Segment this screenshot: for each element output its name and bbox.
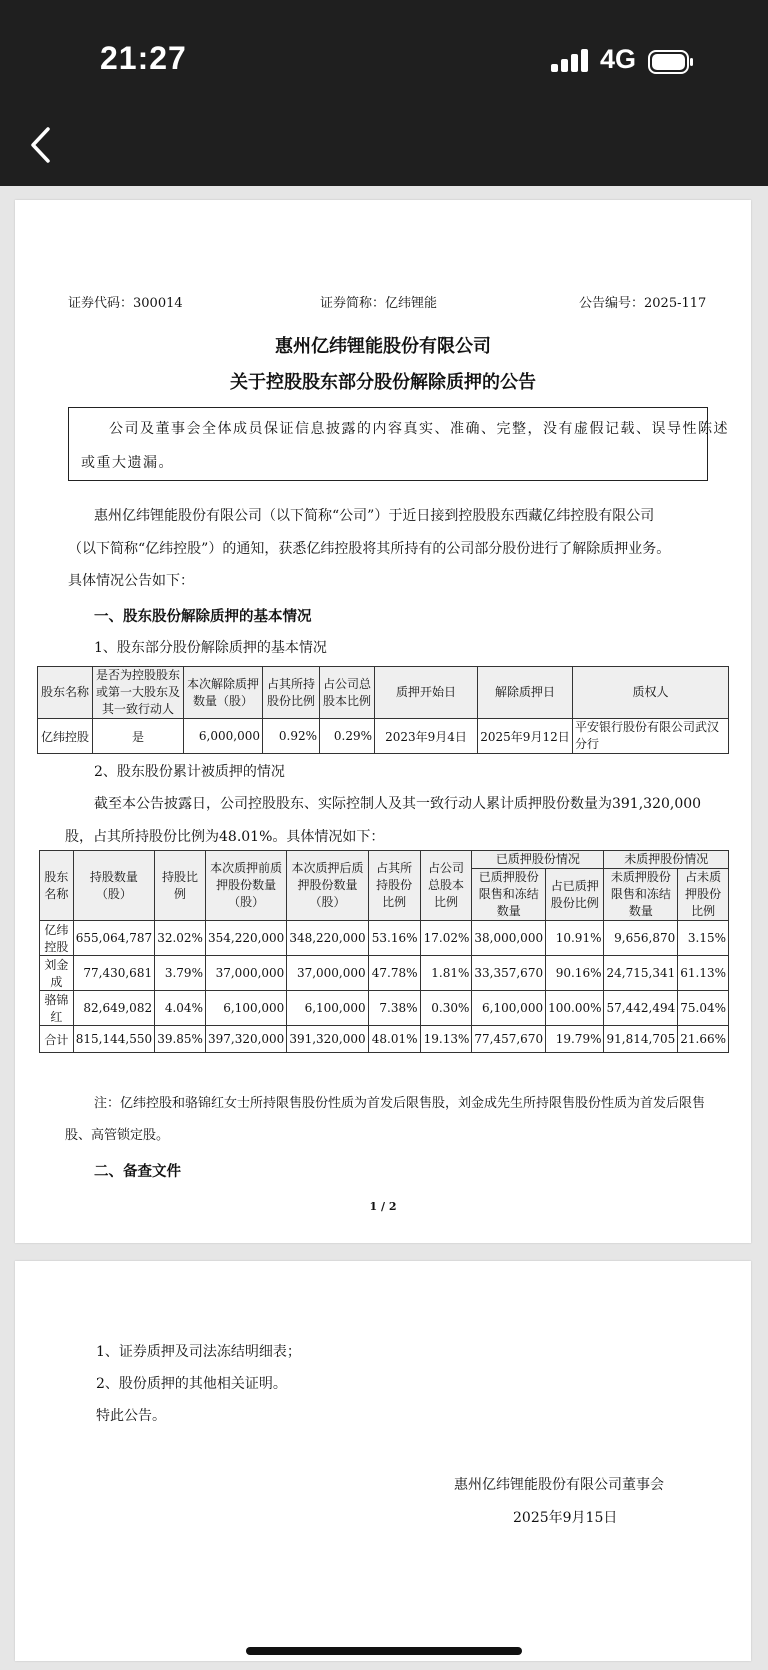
- table-cell: 37,000,000: [287, 956, 368, 991]
- table-header: 占其所持股份比例: [263, 667, 320, 719]
- table-cell: 0.30%: [420, 991, 472, 1026]
- table-header: 占已质押股份比例: [546, 869, 604, 921]
- release-pledge-table: [37, 666, 729, 754]
- table-cell: 合计: [40, 1026, 74, 1053]
- cumulative-pledge-table: [39, 850, 729, 1053]
- signer: 惠州亿纬锂能股份有限公司董事会: [454, 1477, 664, 1493]
- attachment-2: 2、股份质押的其他相关证明。: [96, 1376, 287, 1392]
- table-cell: 6,100,000: [287, 991, 368, 1026]
- table-cell: 2025年9月12日: [478, 719, 573, 754]
- table-cell: 397,320,000: [205, 1026, 286, 1053]
- table-cell: 91,814,705: [604, 1026, 678, 1053]
- table-header: 本次质押前质押股份数量（股）: [205, 851, 286, 921]
- table-cell: 6,100,000: [472, 991, 546, 1026]
- table-cell: 32.02%: [155, 921, 206, 956]
- table-header: 已质押股份限售和冻结数量: [472, 869, 546, 921]
- company-name: 惠州亿纬锂能股份有限公司: [275, 336, 491, 357]
- table-header: 已质押股份情况: [472, 851, 604, 869]
- announcement-number: 公告编号：2025-117: [579, 296, 707, 311]
- table-header-row: [40, 851, 729, 869]
- table-row: [38, 719, 729, 754]
- table-header: 未质押股份限售和冻结数量: [604, 869, 678, 921]
- table-cell: 10.91%: [546, 921, 604, 956]
- table-row: [40, 991, 729, 1026]
- attachment-1: 1、证券质押及司法冻结明细表；: [96, 1344, 301, 1360]
- table-cell: 17.02%: [420, 921, 472, 956]
- battery-icon: [648, 50, 694, 74]
- table-cell: 77,457,670: [472, 1026, 546, 1053]
- table-cell: 53.16%: [368, 921, 420, 956]
- table-cell: 19.13%: [420, 1026, 472, 1053]
- table-cell: 57,442,494: [604, 991, 678, 1026]
- table-cell: 19.79%: [546, 1026, 604, 1053]
- back-icon[interactable]: [28, 125, 54, 165]
- table-cell: 655,064,787: [73, 921, 154, 956]
- intro-line-1: 惠州亿纬锂能股份有限公司（以下简称“公司”）于近日接到控股股东西藏亿纬控股有限公司: [94, 508, 655, 524]
- table-cell: 815,144,550: [73, 1026, 154, 1053]
- document-page-2: [15, 1261, 751, 1661]
- table-cell: 75.04%: [678, 991, 729, 1026]
- note-line-2: 股、高管锁定股。: [65, 1128, 170, 1143]
- table-cell: 391,320,000: [287, 1026, 368, 1053]
- subsection-1-heading: 1、股东部分股份解除质押的基本情况: [94, 640, 327, 656]
- table-cell: 2023年9月4日: [375, 719, 478, 754]
- table-header: 质权人: [573, 667, 729, 719]
- table-cell: 6,000,000: [184, 719, 263, 754]
- table-cell: 1.81%: [420, 956, 472, 991]
- table-header: 占未质押股份比例: [678, 869, 729, 921]
- note-line-1: 注：亿纬控股和骆锦红女士所持限售股份性质为首发后限售股，刘金成先生所持限售股份性质为首发后限售: [94, 1096, 706, 1111]
- status-bar: [0, 0, 768, 186]
- table-cell: 24,715,341: [604, 956, 678, 991]
- signature-date: 2025年9月15日: [513, 1510, 618, 1526]
- table-row: [40, 956, 729, 991]
- table-header-row: [38, 667, 729, 719]
- table-header: 本次解除质押数量（股）: [184, 667, 263, 719]
- table-header: 占公司总股本比例: [320, 667, 375, 719]
- table-header: 本次质押后质押股份数量（股）: [287, 851, 368, 921]
- table-cell: 82,649,082: [73, 991, 154, 1026]
- table-cell: 38,000,000: [472, 921, 546, 956]
- page-number: 1 / 2: [369, 1200, 397, 1213]
- signal-icon: [551, 48, 589, 76]
- table-header: 占公司总股本比例: [420, 851, 472, 921]
- table-header: 占其所持股份比例: [368, 851, 420, 921]
- table-cell: 48.01%: [368, 1026, 420, 1053]
- table-cell: 61.13%: [678, 956, 729, 991]
- section-2-heading: 二、备查文件: [94, 1164, 181, 1180]
- table-cell: 亿纬控股: [40, 921, 74, 956]
- table-cell: 39.85%: [155, 1026, 206, 1053]
- table-cell: 90.16%: [546, 956, 604, 991]
- subsection-2-heading: 2、股东股份累计被质押的情况: [94, 764, 285, 780]
- intro-line-2: （以下简称“亿纬控股”）的通知，获悉亿纬控股将其所持有的公司部分股份进行了解除质押业务。: [68, 541, 671, 557]
- security-abbr: 证券简称：亿纬锂能: [320, 296, 438, 311]
- table-header: 股东名称: [38, 667, 93, 719]
- table-cell: 亿纬控股: [38, 719, 93, 754]
- table-cell: 刘金成: [40, 956, 74, 991]
- cumulative-line-2: 股，占其所持股份比例为48.01%。具体情况如下：: [65, 829, 385, 845]
- table-cell: 33,357,670: [472, 956, 546, 991]
- table-cell: 是: [93, 719, 184, 754]
- table-cell: 平安银行股份有限公司武汉分行: [573, 719, 729, 754]
- cumulative-line-1: 截至本公告披露日，公司控股股东、实际控制人及其一致行动人累计质押股份数量为391,320,000: [94, 796, 702, 812]
- table-header: 是否为控股股东或第一大股东及其一致行动人: [93, 667, 184, 719]
- intro-line-3: 具体情况公告如下：: [68, 573, 194, 589]
- table-cell: 0.92%: [263, 719, 320, 754]
- table-cell: 0.29%: [320, 719, 375, 754]
- table-row: [40, 921, 729, 956]
- table-cell: 21.66%: [678, 1026, 729, 1053]
- table-cell: 348,220,000: [287, 921, 368, 956]
- closing-remark: 特此公告。: [96, 1408, 166, 1424]
- table-header: 解除质押日: [478, 667, 573, 719]
- table-cell: 100.00%: [546, 991, 604, 1026]
- table-cell: 6,100,000: [205, 991, 286, 1026]
- section-1-heading: 一、股东股份解除质押的基本情况: [94, 609, 312, 625]
- table-cell: 9,656,870: [604, 921, 678, 956]
- security-code: 证券代码：300014: [68, 296, 183, 311]
- network-label: 4G: [600, 44, 637, 74]
- table-cell: 354,220,000: [205, 921, 286, 956]
- home-indicator[interactable]: [246, 1647, 522, 1655]
- document-page-1: [15, 200, 751, 1243]
- table-cell: 骆锦红: [40, 991, 74, 1026]
- statement-line-2: 或重大遗漏。: [81, 455, 174, 471]
- table-cell: 37,000,000: [205, 956, 286, 991]
- table-header: 持股数量（股）: [73, 851, 154, 921]
- statement-line-1: 公司及董事会全体成员保证信息披露的内容真实、准确、完整，没有虚假记载、误导性陈述: [109, 421, 729, 437]
- table-header: 持股比例: [155, 851, 206, 921]
- table-cell: 3.15%: [678, 921, 729, 956]
- table-cell: 3.79%: [155, 956, 206, 991]
- announcement-title: 关于控股股东部分股份解除质押的公告: [230, 372, 536, 393]
- table-cell: 7.38%: [368, 991, 420, 1026]
- clock: 21:27: [100, 40, 187, 76]
- table-cell: 77,430,681: [73, 956, 154, 991]
- table-cell: 47.78%: [368, 956, 420, 991]
- table-header: 未质押股份情况: [604, 851, 729, 869]
- table-row: [40, 1026, 729, 1053]
- board-statement-box: [68, 407, 729, 481]
- table-header: 质押开始日: [375, 667, 478, 719]
- table-header: 股东名称: [40, 851, 74, 921]
- table-cell: 4.04%: [155, 991, 206, 1026]
